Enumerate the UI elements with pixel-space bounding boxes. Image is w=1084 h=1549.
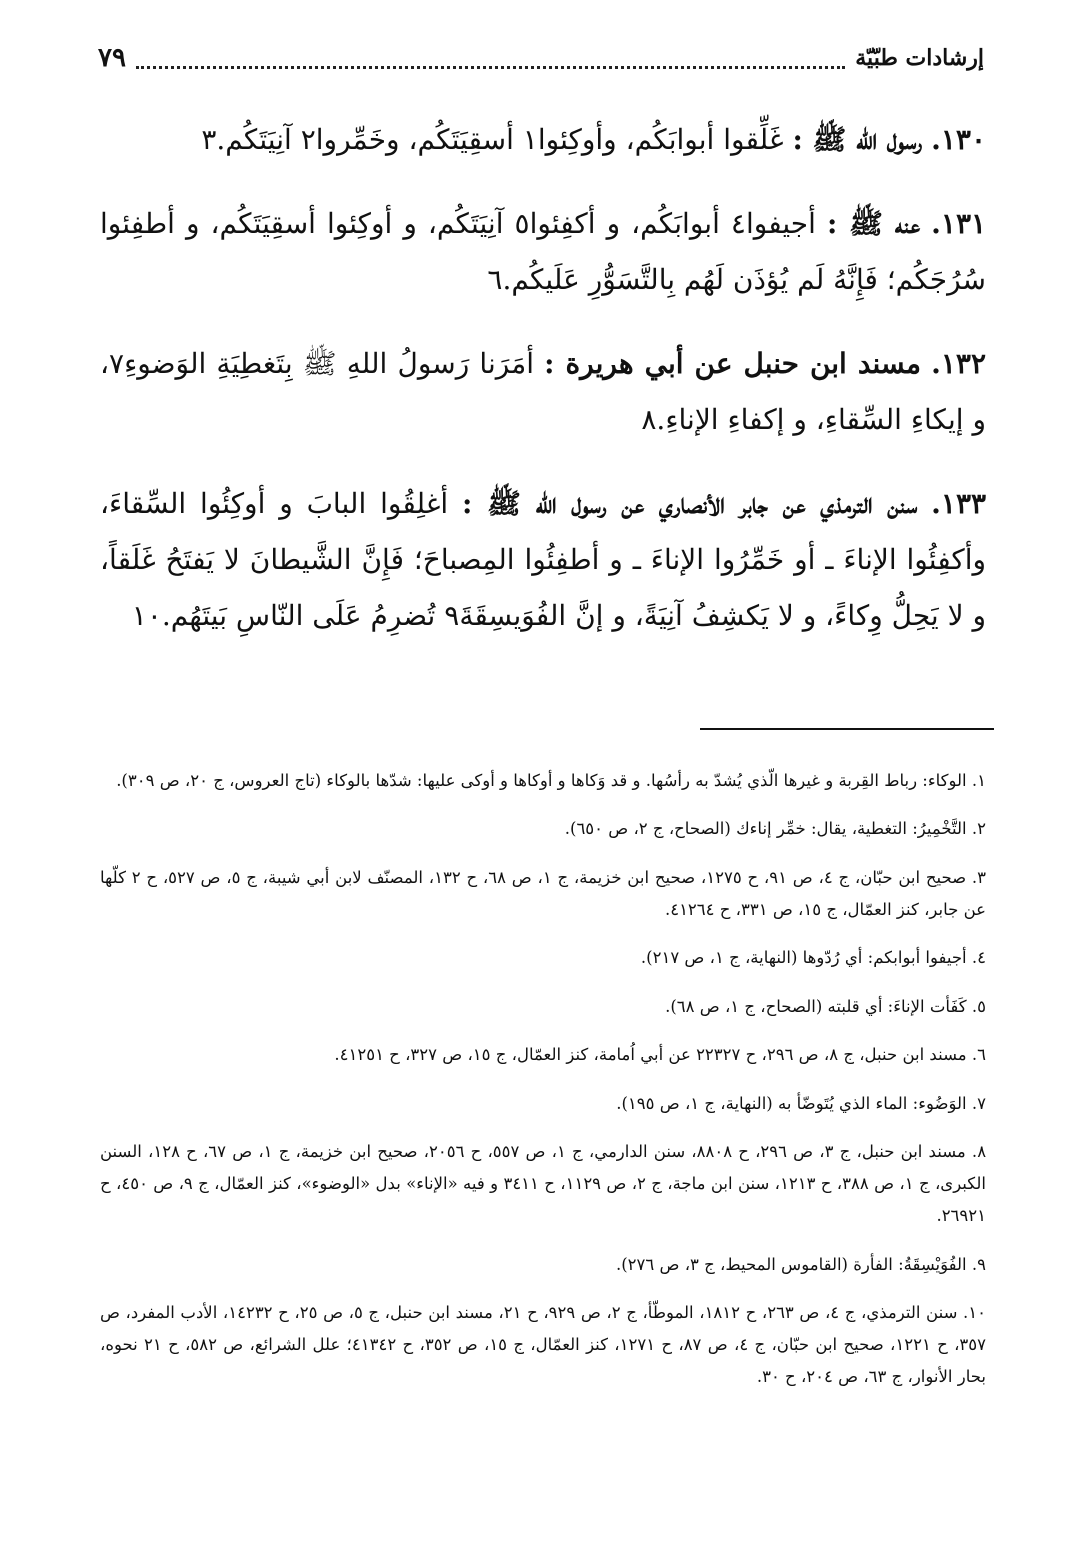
hadith-text: أمَرَنا رَسولُ اللهِ ﷺ بِتَغطِيَةِ الوَضوءِ٧، و إيكاءِ السِّقاءِ، و إكفاءِ الإناءِ.٨ xyxy=(100,347,986,436)
footnote-3: ٣. صحيح ابن حبّان، ج ٤، ص ٩١، ح ١٢٧٥، صحيح ابن خزيمة، ج ١، ص ٦٨، ح ١٣٢، المصنّف لابن أبي شيبة، ج ٥، ص ٥٢٧، ح ٢ كلّها عن جابر، كنز العمّال، ج ١٥، ص ٣٣١، ح ٤١٢٦٤. xyxy=(100,867,987,919)
page-number: ٧٩ xyxy=(98,43,126,73)
footnote-4: ٤. أجيفوا أبوابكم: أي رُدّوها (النهاية، ج ١، ص ٢١٧). xyxy=(640,948,986,967)
hadith-133 xyxy=(100,476,986,644)
hadith-131 xyxy=(100,196,986,308)
hadith-list xyxy=(100,112,986,656)
hadith-number: ١٣٢. xyxy=(931,347,986,380)
hadith-text: أجيفوا٤ أبوابَكُم، و أكفِئوا٥ آنِيَتَكُم، و أوكِئوا أسقِيَتَكُم، و أطفِئوا سُرُجَكُم؛ فَإِنَّهُ لَم يُؤذَن لَهُم بِالتَّسَوُّرِ عَلَيكُم.٦ xyxy=(100,207,986,296)
hadith-text: أغلِقُوا البابَ و أوكِئُوا السِّقاءَ، وأكفِئُوا الإناءَ ـ أو خَمِّرُوا الإناءَ ـ و أطفِئُوا المِصباحَ؛ فَإِنَّ الشَّيطانَ لا يَفتَحُ غَلَقاً، و لا يَحِلُّ وِكاءً، و لا يَكشِفُ آنِيَةً، و إنَّ الفُوَيسِقَةَ٩ تُضرِمُ عَلَى النّاسِ بَيتَهُم.١٠ xyxy=(100,487,986,632)
hadith-132 xyxy=(100,336,986,448)
footnote-6: ٦. مسند ابن حنبل، ج ٨، ص ٢٩٦، ح ٢٢٣٢٧ عن أبي اُمامة، كنز العمّال، ج ١٥، ص ٣٢٧، ح ٤١٢٥١. xyxy=(334,1045,986,1064)
footnote-7: ٧. الوَضُوء: الماء الذي يُتَوضّأ به (النهاية، ج ١، ص ١٩٥). xyxy=(616,1093,986,1113)
footnote-1: ١. الوكاء: رباط القِربة و غيرها الّذي يُشدّ به رأسُها. و قد وَكاها و أوكاها و أوكى عليها: شدّها بالوكاء (تاج العروس، ج ٢٠، ص ٣٠٩). xyxy=(116,770,986,790)
hadith-number: ١٣٣. xyxy=(931,487,987,520)
hadith-number: ١٣٠. xyxy=(931,123,986,156)
header-dot-leader xyxy=(136,48,845,69)
footnote-10: ١٠. سنن الترمذي، ج ٤، ص ٢٦٣، ح ١٨١٢، الموطّأ، ج ٢، ص ٩٢٩، ح ٢١، مسند ابن حنبل، ج ٥، ص ٢٥، ح ١٤٢٣٢، الأدب المفرد، ص ٣٥٧، ح ١٢٢١، صحيح ابن حبّان، ج ٤، ص ٨٧، ح ١٢٧١، كنز العمّال، ج ١٥، ص ٣٥٢، ح ٤١٣٤٢؛ علل الشرائع، ص ٥٨٢، ح ٢١ نحوه، بحار الأنوار، ج ٦٣، ص ٢٠٤، ح ٣٠. xyxy=(100,1303,987,1386)
running-title: إرشادات طبّيّة xyxy=(855,45,984,71)
page-header xyxy=(98,36,984,80)
hadith-source: مسند ابن حنبل عن أبي هريرة : xyxy=(544,347,921,380)
hadith-source: رسول الله ﷺ : xyxy=(792,123,923,156)
hadith-number: ١٣١. xyxy=(931,207,987,240)
hadith-130 xyxy=(100,112,986,168)
footnote-separator xyxy=(700,728,994,730)
hadith-text: غَلِّقوا أبوابَكُم، وأوكِئوا١ أسقِيَتَكُم، وخَمِّروا٢ آنِيَتَكُم.٣ xyxy=(201,123,784,156)
hadith-source: سنن الترمذي عن جابر الأنصاري عن رسول الله ﷺ : xyxy=(462,487,918,520)
footnote-8: ٨. مسند ابن حنبل، ج ٣، ص ٢٩٦، ح ٨٨٠٨، سنن الدارمي، ج ١، ص ٥٥٧، ح ٢٠٥٦، صحيح ابن خزيمة، ج ١، ص ٦٧، ح ١٢٨، السنن الكبرى، ج ١، ص ٣٨٨، ح ١٢١٣، سنن ابن ماجة، ج ٢، ص ١١٢٩، ح ٣٤١١ و فيه «الإناء» بدل «الوضوء»، كنز العمّال، ج ٩، ص ٤٥٠، ح ٢٦٩٢١. xyxy=(100,1142,987,1225)
hadith-source: عنه ﷺ : xyxy=(826,207,921,240)
footnote-9: ٩. الفُوَيْسِقَةُ: الفأرة (القاموس المحيط، ج ٣، ص ٢٧٦). xyxy=(615,1254,986,1274)
footnote-5: ٥. كَفَأت الإناءَ: أي قلبته (الصحاح، ج ١، ص ٦٨). xyxy=(665,996,986,1016)
footnote-2: ٢. التَّخْمِيرُ: التغطية، يقال: خمِّر إناءك (الصحاح، ج ٢، ص ٦٥٠). xyxy=(564,819,986,838)
footnotes xyxy=(100,748,986,1396)
